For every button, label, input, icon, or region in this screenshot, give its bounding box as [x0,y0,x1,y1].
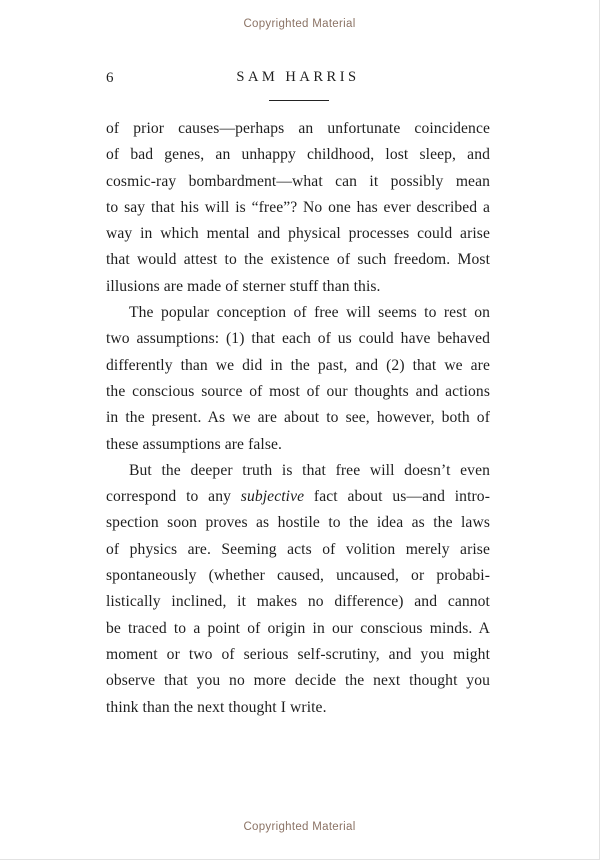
copyright-notice-top: Copyrighted Material [243,18,356,30]
text-line [106,221,490,247]
text-segment: fact about us—and intro- [304,488,490,506]
text-segment: in the present. As we are about to see, however, both of [106,409,490,427]
text-line [106,642,490,668]
text-segment: But the deeper truth is that free will doesn’t even [129,461,490,479]
text-line [106,432,490,458]
text-segment: differently than we did in the past, and (2) that we are [106,356,490,374]
text-segment: listically inclined, it makes no difference) and cannot [106,593,490,611]
page-header [106,69,490,89]
page-number: 6 [106,70,114,86]
text-segment: think than the next thought I write. [106,698,327,716]
text-segment: observe that you no more decide the next thought you [106,672,490,690]
text-segment: spection soon proves as hostile to the idea as the laws [106,514,490,532]
text-segment: correspond to any [106,488,241,506]
text-line [106,405,490,431]
text-line [106,142,490,168]
running-header: SAM HARRIS [236,69,360,85]
text-segment: way in which mental and physical processes could arise [106,225,490,243]
text-line [106,247,490,273]
text-line [106,300,490,326]
text-segment: of bad genes, an unhappy childhood, lost sleep, and [106,146,490,164]
text-line [106,353,490,379]
text-line [106,563,490,589]
text-line [106,169,490,195]
paragraph [106,116,490,300]
text-line [106,326,490,352]
text-segment: The popular conception of free will seems to rest on [129,304,490,322]
text-line [106,379,490,405]
text-line [106,510,490,536]
text-line [106,537,490,563]
text-line [106,589,490,615]
text-segment: be traced to a point of origin in our conscious minds. A [106,619,490,637]
text-segment: the conscious source of most of our thoughts and actions [106,382,490,400]
body-text [106,116,490,721]
text-segment: cosmic-ray bombardment—what can it possibly mean [106,172,490,190]
text-line [106,458,490,484]
text-line [106,616,490,642]
text-segment: to say that his will is “free”? No one has ever described a [106,198,490,216]
text-line [106,484,490,510]
header-rule [269,100,329,101]
paragraph [106,300,490,458]
text-line [106,195,490,221]
text-line [106,116,490,142]
text-segment: that would attest to the existence of such freedom. Most [106,251,490,269]
text-line [106,274,490,300]
text-segment: these assumptions are false. [106,435,283,453]
copyright-notice-bottom: Copyrighted Material [243,821,356,833]
text-segment: of physics are. Seeming acts of volition merely arise [106,540,490,558]
text-segment: moment or two of serious self-scrutiny, and you might [106,645,490,663]
italic-text-segment: subjective [240,488,305,506]
text-segment: illusions are made of sterner stuff than this. [106,277,381,295]
text-segment: spontaneously (whether caused, uncaused, or probabi- [106,567,490,585]
paragraph [106,458,490,721]
text-segment: two assumptions: (1) that each of us could have behaved [106,330,490,348]
text-line [106,695,490,721]
text-line [106,668,490,694]
text-segment: of prior causes—perhaps an unfortunate coincidence [106,120,490,137]
